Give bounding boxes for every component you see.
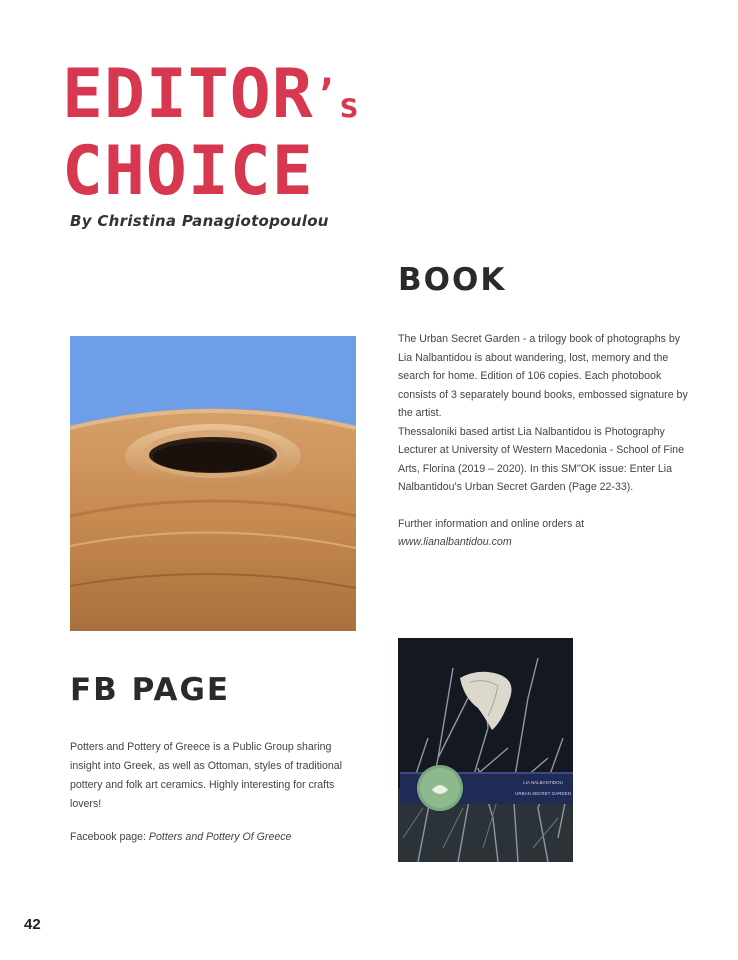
book-website-text[interactable]: www.lianalbantidou.com <box>398 536 512 548</box>
urban-secret-garden-book-cover <box>398 638 573 862</box>
book-title-text: Urban Secret Garden <box>419 333 520 345</box>
cover-title: URBAN SECRET GARDEN <box>515 791 571 796</box>
book-text-part: - a trilogy book of photographs by Lia Nalbantidou is about wandering, lost, memory and the search for home. Edition of 106 copies. Each photobook consists of 3 separately bound books, embossed signature by the artist. <box>398 333 688 419</box>
pottery-jar-photo <box>70 336 356 631</box>
fb-label: Facebook page: <box>70 831 149 843</box>
cover-author: LIA NALBANTIDOU <box>523 780 563 785</box>
book-heading: BOOK <box>398 262 507 298</box>
title-apostrophe: ’ <box>313 72 339 118</box>
book-website-link[interactable] <box>398 533 690 552</box>
title-editor: EDITOR <box>62 55 314 134</box>
book-text-part: The <box>398 333 420 345</box>
fb-heading: FB PAGE <box>70 672 231 708</box>
byline: By Christina Panagiotopoulou <box>70 212 329 230</box>
page-number: 42 <box>24 916 41 933</box>
book-paragraph-3: Further information and online orders at <box>398 517 585 530</box>
book-paragraph-1 <box>398 330 690 423</box>
page-title <box>62 55 361 211</box>
fb-description <box>70 738 362 847</box>
book-description <box>398 330 690 552</box>
title-line-1 <box>62 55 361 139</box>
fb-page-link[interactable]: Potters and Pottery Of Greece <box>148 831 292 843</box>
title-s: s <box>338 86 361 126</box>
fb-paragraph-1: Potters and Pottery of Greece is a Public Group sharing insight into Greek, as well as Ottoman, styles of traditional pottery and folk art ceramics. Highly interesting for crafts lovers! <box>70 741 343 810</box>
title-line-2: CHOICE <box>62 132 314 211</box>
book-paragraph-2: Thessaloniki based artist Lia Nalbantidou is Photography Lecturer at University of Western Macedonia - School of Fine Arts, Florina (2019 – 2020). In this SM"OK issue: Enter Lia Nalbantidou's Urban Secret Garden (Page 22-33). <box>398 425 684 493</box>
fb-paragraph-2 <box>70 828 362 847</box>
